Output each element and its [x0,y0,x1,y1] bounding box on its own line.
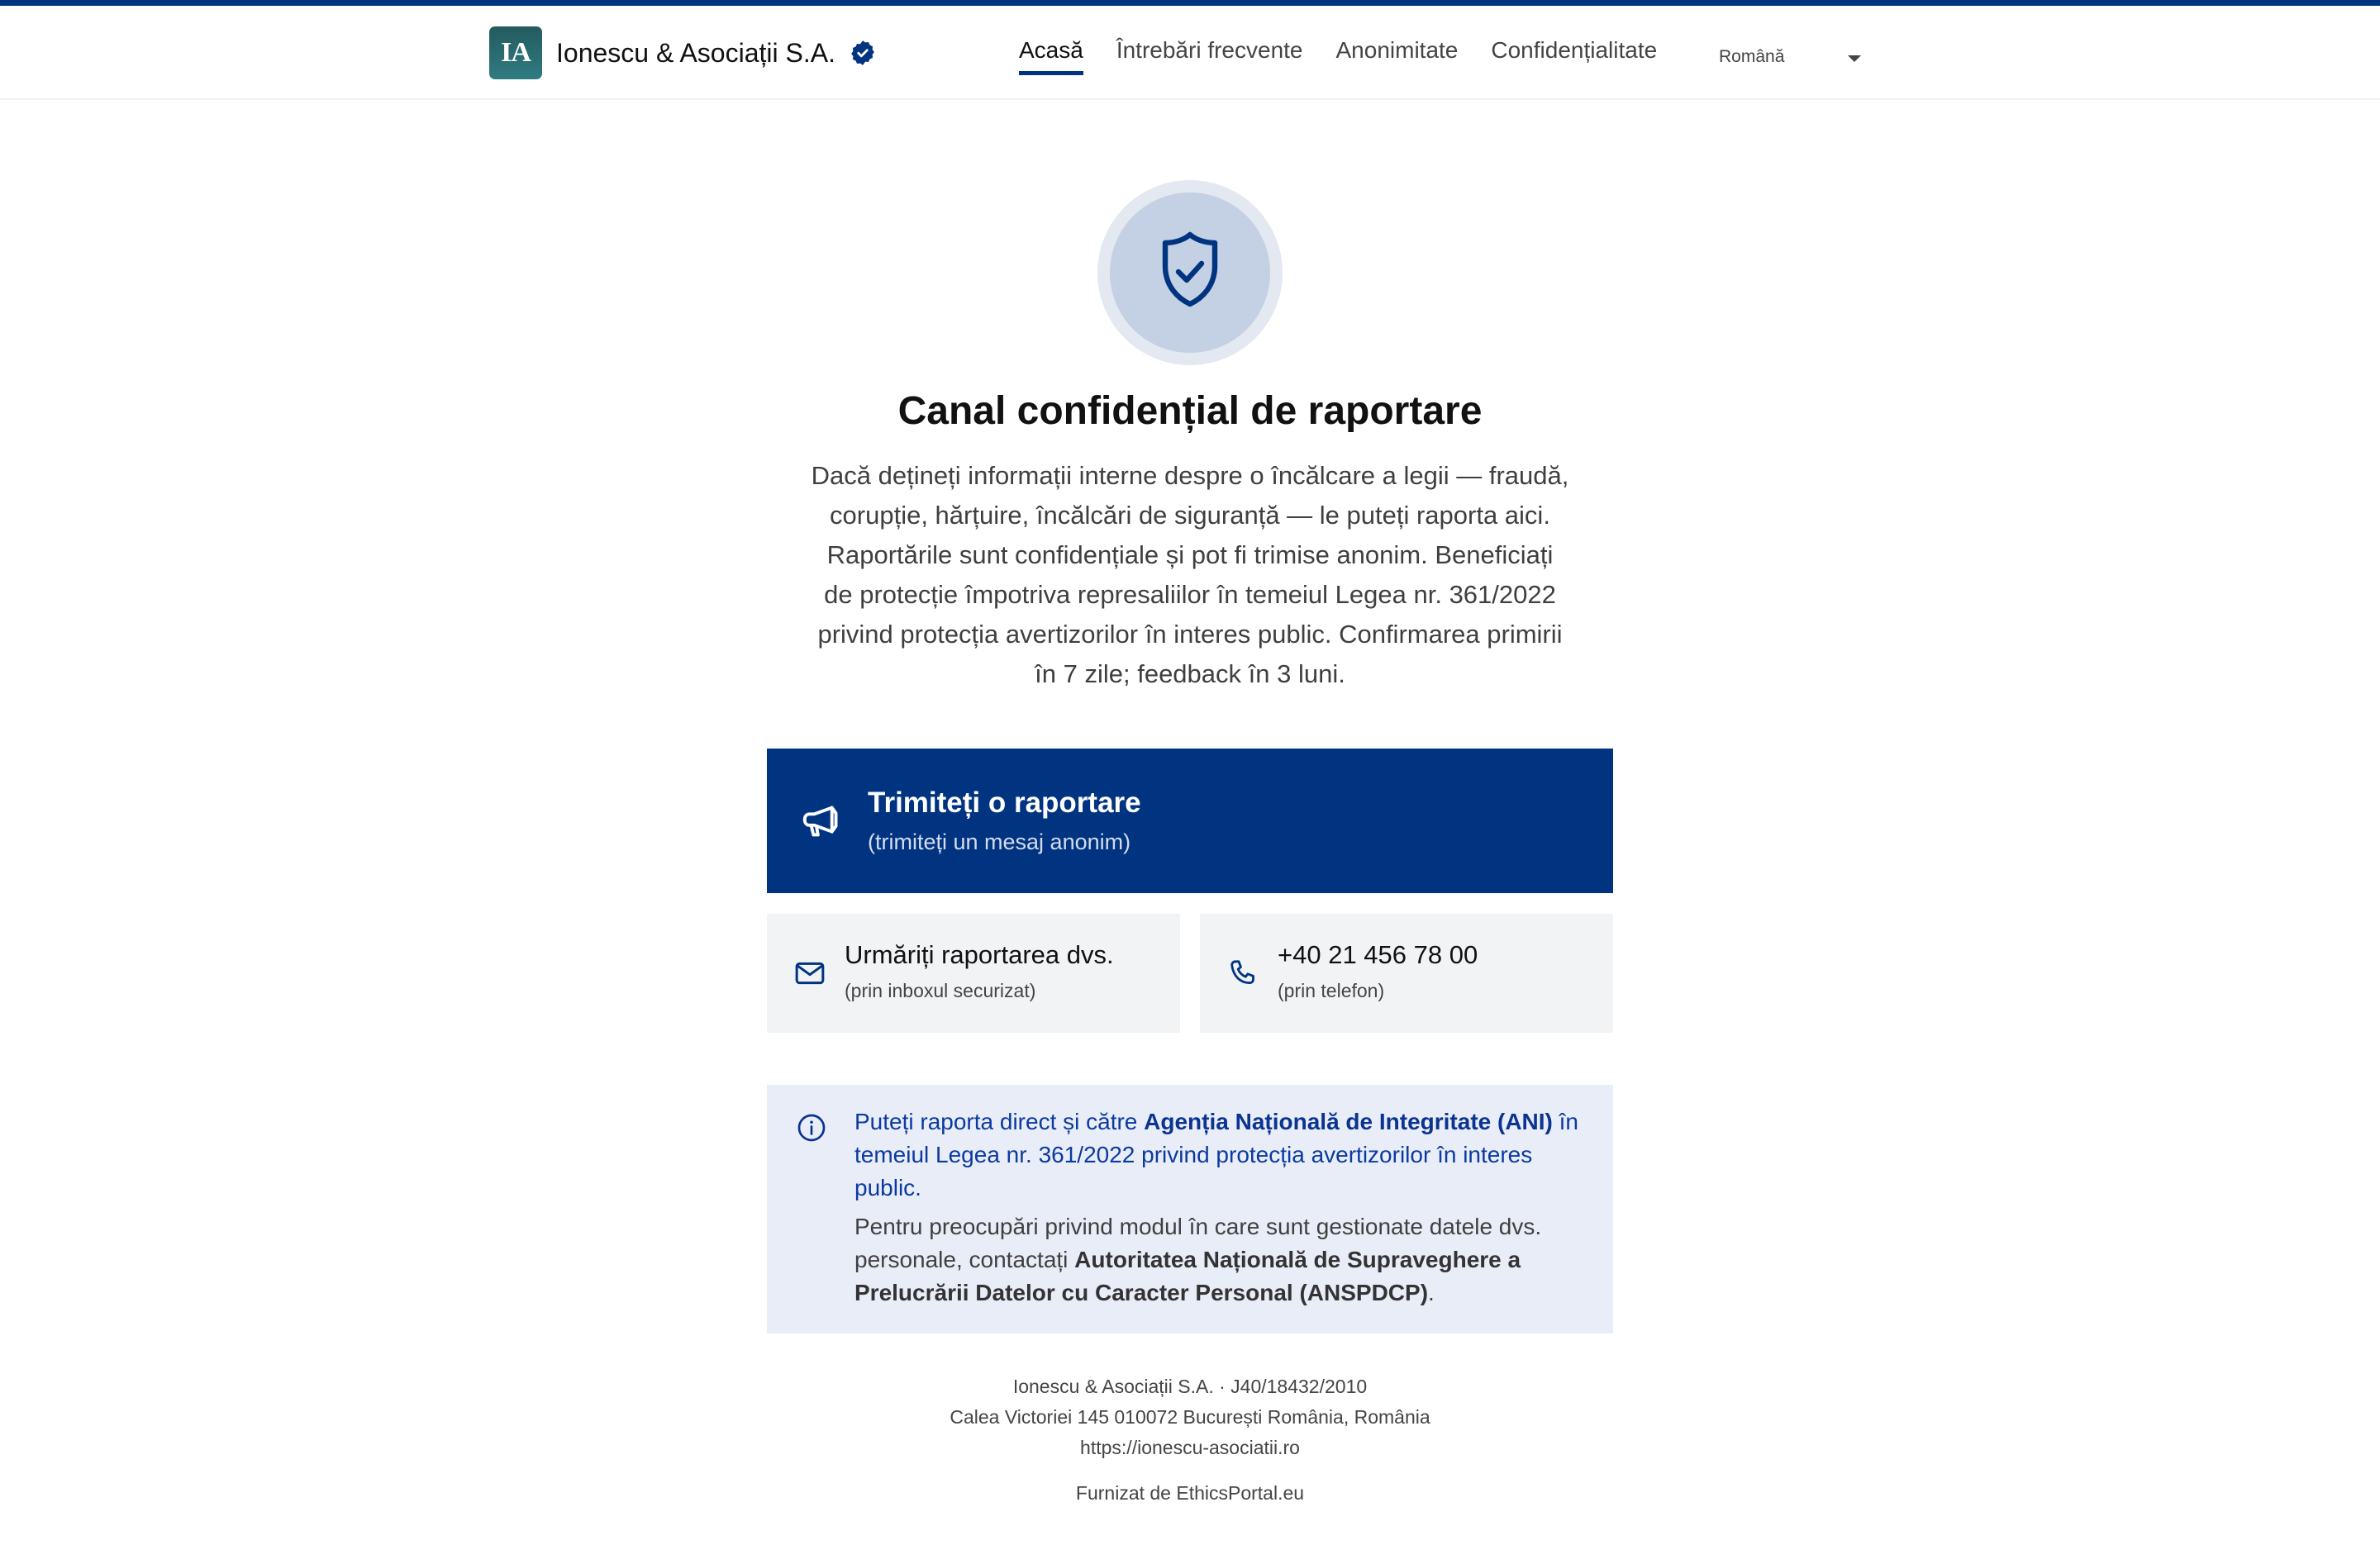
phone-report-button[interactable] [1200,914,1613,1033]
main-nav [1019,37,1690,75]
submit-report-subtitle: (trimiteți un mesaj anonim) [868,830,1131,854]
footer-company: Ionescu & Asociații S.A. · J40/18432/2010 [1012,1376,1368,1397]
submit-report-title: Trimiteți o raportare [868,787,1141,819]
phone-number: +40 21 456 78 00 [1278,939,1478,969]
intro-text: Dacă dețineți informații interne despre o încălcare a legii — fraudă, corupție, hărțuire, încălcări de siguranță — le puteți raporta aici. Raportările sunt confidențiale și pot fi trimise anonim. Beneficiați de protecție împotriva represaliilor în temeiul Legea nr. 361/2022 privind protecția avertizorilor în interes public. Confirmarea primirii în 7 zile; feedback în 3 luni. [811,461,1569,688]
caret-down-icon[interactable] [1848,55,1861,62]
ani-info-text: Puteți raporta direct și către Agenția Națională de Integritate (ANI) în temeiul Legea nr. 361/2022 privind protecția avertizorilor în interes public. [854,1109,1579,1200]
follow-up-title: Urmăriți raportarea dvs. [845,939,1114,969]
info-box [767,1085,1613,1333]
submit-report-button[interactable] [767,749,1613,893]
nav-privacy[interactable]: Confidențialitate [1491,37,1658,63]
site-header [0,6,2380,100]
hero-icon-badge [1097,180,1283,365]
info-icon [797,1113,826,1143]
anspdcp-link[interactable]: Autoritatea Națională de Supraveghere a Prelucrării Datelor cu Caracter Personal (ANSPDCP) [854,1247,1521,1305]
phone-subtitle: (prin telefon) [1278,979,1385,1001]
shield-check-icon [1150,230,1230,316]
footer-powered-by[interactable]: Furnizat de EthicsPortal.eu [1075,1482,1305,1504]
language-select[interactable]: Română [1719,47,1785,66]
verified-badge-icon [849,39,877,67]
footer-address: Calea Victoriei 145 010072 București România, România [950,1406,1430,1428]
follow-up-subtitle: (prin inboxul securizat) [845,979,1036,1001]
company-logo: IA [489,26,542,79]
envelope-icon [793,957,826,990]
brand[interactable] [489,26,877,79]
phone-icon [1226,957,1259,990]
footer-website-link[interactable]: https://ionescu-asociatii.ro [1080,1437,1300,1458]
data-protection-info-text: Pentru preocupări privind modul în care sunt gestionate datele dvs. personale, contactați Autoritatea Națională de Supraveghere a Prelucrării Datelor cu Caracter Personal (ANSPDCP). [854,1214,1542,1305]
follow-up-report-button[interactable] [767,914,1180,1033]
megaphone-icon [798,796,850,847]
nav-anonymity[interactable]: Anonimitate [1335,37,1459,63]
page-title: Canal confidențial de raportare [897,389,1483,433]
nav-home[interactable]: Acasă [1019,37,1083,75]
ani-link[interactable]: Agenția Națională de Integritate (ANI) [1144,1109,1553,1134]
company-name: Ionescu & Asociații S.A. [556,37,835,68]
top-accent-bar [0,0,2380,6]
nav-faq[interactable]: Întrebări frecvente [1116,37,1303,63]
site-footer [0,1371,2380,1509]
